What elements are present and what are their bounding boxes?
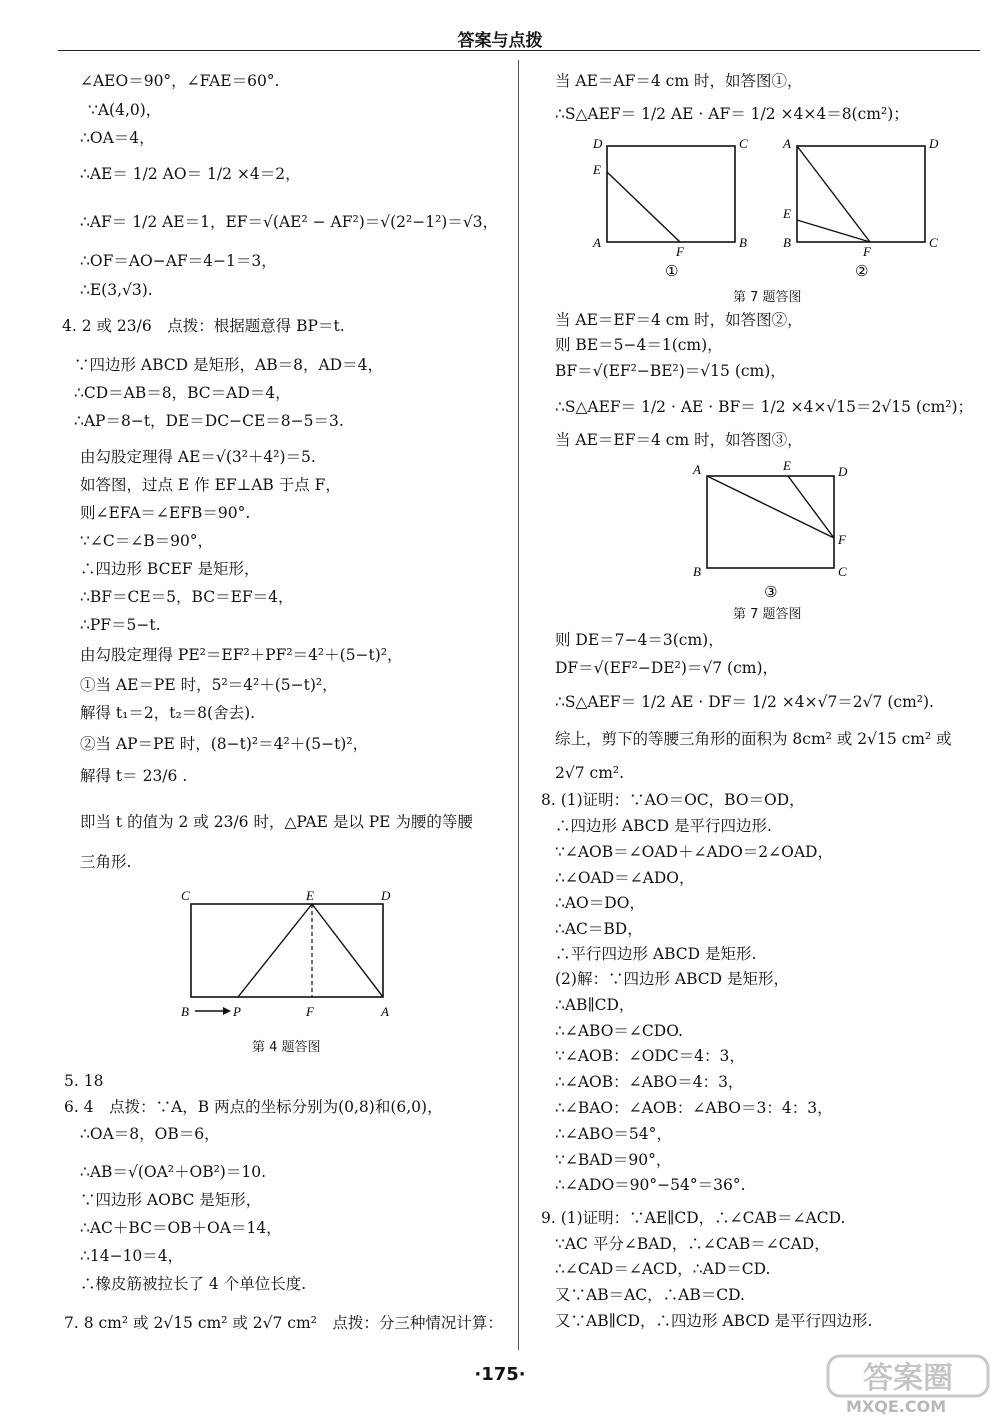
figure-7-diagram-3 [685, 456, 860, 601]
right-text-line-5: BF＝√(EF²−BE²)＝√15 (cm)， [555, 362, 786, 380]
right-text-line-4: 则 BE＝5−4＝1(cm)， [555, 336, 723, 354]
right-text-line-29: 9. (1)证明：∵AE∥CD，∴∠CAB＝∠ACD. [541, 1209, 846, 1227]
left-text-line-15: ∵∠C＝∠B＝90°， [80, 532, 214, 550]
right-text-line-33: 又∵AB∥CD，∴四边形 ABCD 是平行四边形. [555, 1312, 873, 1330]
left-text-line-10: ∴CD＝AB＝8，BC＝AD＝4， [74, 384, 291, 402]
right-text-line-21: ∴AB∥CD， [555, 996, 635, 1014]
fig7b-label-F: F [863, 244, 871, 259]
figure-4-rectangle [175, 884, 405, 1022]
fig7c-label-A: A [693, 462, 701, 477]
left-text-line-25: 三角形. [80, 853, 132, 871]
right-text-line-8: 则 DE＝7−4＝3(cm)， [555, 631, 724, 649]
left-text-line-17: ∴BF＝CE＝5，BC＝EF＝4， [80, 588, 294, 606]
right-text-line-24: ∴∠AOB：∠ABO＝4：3， [555, 1073, 744, 1091]
left-text-line-33: ∴橡皮筋被拉长了 4 个单位长度. [80, 1275, 307, 1293]
right-text-line-2: ∴S△AEF＝ 1/2 AE · AF＝ 1/2 ×4×4＝8(cm²)； [555, 105, 909, 123]
left-text-line-21: 解得 t₁＝2，t₂＝8(舍去). [80, 704, 256, 722]
fig4-label-A: A [381, 1004, 389, 1019]
left-text-line-27: 6. 4 点拨：∵A，B 两点的坐标分别为(0,8)和(6,0)， [64, 1098, 443, 1116]
figure-7-caption-2: 第 7 题答图 [733, 607, 802, 622]
right-text-line-1: 当 AE＝AF＝4 cm 时，如答图①， [555, 72, 803, 90]
header-rule [58, 50, 980, 51]
left-text-line-6: ∴OF＝AO−AF＝4−1＝3， [80, 252, 277, 270]
fig7b-label-B: B [783, 235, 791, 250]
fig4-label-F: F [306, 1004, 314, 1019]
right-text-line-3: 当 AE＝EF＝4 cm 时，如答图②， [555, 311, 803, 329]
fig7a-label-B: B [739, 235, 747, 250]
right-text-line-12: 2√7 cm². [555, 764, 625, 782]
fig4-label-E: E [306, 888, 314, 903]
left-text-line-16: ∴四边形 BCEF 是矩形， [80, 560, 260, 578]
fig4-label-P: P [233, 1004, 241, 1019]
left-text-line-34: 7. 8 cm² 或 2√15 cm² 或 2√7 cm² 点拨：分三种情况计算： [64, 1314, 503, 1332]
left-text-line-1: ∠AEO＝90°，∠FAE＝60°. [80, 72, 280, 90]
column-divider [518, 60, 519, 1350]
left-text-line-7: ∴E(3,√3). [80, 281, 153, 299]
figure-7-caption-1: 第 7 题答图 [733, 290, 802, 305]
page-header-title: 答案与点拨 [457, 31, 543, 51]
fig7c-number: ③ [764, 583, 778, 601]
right-text-line-6: ∴S△AEF＝ 1/2 · AE · BF＝ 1/2 ×4×√15＝2√15 (cm²)； [555, 398, 974, 416]
fig7a-label-D: D [593, 136, 603, 151]
left-text-line-14: 则∠EFA＝∠EFB＝90°. [80, 504, 251, 522]
left-text-line-26: 5. 18 [64, 1072, 104, 1090]
left-text-line-19: 由勾股定理得 PE²＝EF²＋PF²＝4²＋(5−t)²， [80, 646, 403, 664]
fig7c-label-F: F [838, 532, 846, 547]
right-text-line-16: ∴∠OAD＝∠ADO， [555, 869, 695, 887]
left-text-line-11: ∴AP＝8−t，DE＝DC−CE＝8−5＝3. [74, 412, 344, 430]
right-text-line-31: ∴∠CAD＝∠ACD，∴AD＝CD. [555, 1260, 771, 1278]
left-text-line-5: ∴AF＝ 1/2 AE＝1，EF＝√(AE² − AF²)＝√(2²−1²)＝√3， [80, 213, 499, 231]
left-text-line-32: ∴14−10＝4， [80, 1247, 184, 1265]
left-text-line-22: ②当 AP＝PE 时，(8−t)²＝4²＋(5−t)²， [80, 735, 369, 753]
watermark-text: 答案圈 [863, 1361, 953, 1396]
right-text-line-23: ∵∠AOB：∠ODC＝4：3， [555, 1047, 745, 1065]
left-text-line-12: 由勾股定理得 AE＝√(3²＋4²)＝5. [80, 448, 316, 466]
fig7a-number: ① [665, 262, 679, 280]
fig4-label-D: D [381, 888, 391, 903]
left-text-line-28: ∴OA＝8，OB＝6， [80, 1125, 220, 1143]
fig7b-label-D: D [929, 136, 939, 151]
right-text-line-10: ∴S△AEF＝ 1/2 AE · DF＝ 1/2 ×4×√7＝2√7 (cm²). [555, 693, 934, 711]
left-text-line-4: ∴AE＝ 1/2 AO＝ 1/2 ×4＝2， [80, 165, 301, 183]
fig4-label-C: C [181, 888, 190, 903]
right-text-line-15: ∵∠AOB＝∠OAD＋∠ADO＝2∠OAD， [555, 843, 833, 861]
left-text-line-9: ∵四边形 ABCD 是矩形，AB＝8，AD＝4， [74, 356, 383, 374]
fig7a-label-E: E [593, 162, 601, 177]
fig7c-label-B: B [693, 564, 701, 579]
right-text-line-22: ∴∠ABO＝∠CDO. [555, 1022, 683, 1040]
fig7b-label-C: C [929, 235, 938, 250]
right-text-line-19: ∴平行四边形 ABCD 是矩形. [555, 945, 757, 963]
figure-4-caption: 第 4 题答图 [252, 1040, 321, 1055]
left-text-line-18: ∴PF＝5−t. [80, 616, 161, 634]
right-text-line-30: ∵AC 平分∠BAD，∴∠CAB＝∠CAD， [555, 1235, 830, 1253]
fig7b-label-A: A [783, 136, 791, 151]
watermark-logo [826, 1352, 990, 1400]
left-text-line-31: ∴AC＋BC＝OB＋OA＝14， [80, 1219, 282, 1237]
left-text-line-30: ∵四边形 AOBC 是矩形， [80, 1191, 262, 1209]
left-text-line-3: ∴OA＝4， [80, 129, 155, 147]
right-text-line-13: 8. (1)证明：∵AO＝OC，BO＝OD， [541, 791, 805, 809]
left-text-line-8: 4. 2 或 23/6 点拨：根据题意得 BP＝t. [62, 317, 345, 335]
right-text-line-7: 当 AE＝EF＝4 cm 时，如答图③， [555, 431, 803, 449]
right-text-line-9: DF＝√(EF²−DE²)＝√7 (cm)， [555, 659, 779, 677]
right-text-line-20: (2)解：∵四边形 ABCD 是矩形， [555, 970, 789, 988]
left-text-line-29: ∴AB＝√(OA²＋OB²)＝10. [80, 1163, 266, 1181]
right-text-line-25: ∴∠BAO：∠AOB：∠ABO＝3：4：3， [555, 1099, 833, 1117]
figure-7-diagram-2 [775, 132, 950, 282]
right-text-line-14: ∴四边形 ABCD 是平行四边形. [555, 817, 772, 835]
right-text-line-28: ∴∠ADO＝90°−54°＝36°. [555, 1176, 746, 1194]
fig7a-label-C: C [739, 136, 748, 151]
fig7c-label-D: D [838, 464, 848, 479]
fig7b-label-E: E [783, 206, 791, 221]
right-text-line-17: ∴AO＝DO， [555, 894, 645, 912]
right-text-line-11: 综上，剪下的等腰三角形的面积为 8cm² 或 2√15 cm² 或 [555, 730, 952, 748]
left-text-line-20: ①当 AE＝PE 时，5²＝4²＋(5−t)²， [80, 676, 338, 694]
fig7c-label-C: C [838, 564, 847, 579]
watermark-url: MXQE.COM [846, 1397, 947, 1416]
right-text-line-32: 又∵AB＝AC，∴AB＝CD. [555, 1286, 745, 1304]
figure-7-diagram-1 [585, 132, 760, 282]
fig4-label-B: B [181, 1004, 189, 1019]
left-text-line-13: 如答图，过点 E 作 EF⊥AB 于点 F， [80, 476, 341, 494]
right-text-line-27: ∵∠BAD＝90°， [555, 1151, 672, 1169]
left-text-line-2: ∵A(4,0)， [88, 101, 162, 119]
left-text-line-23: 解得 t＝ 23/6 . [80, 767, 188, 785]
fig7b-number: ② [855, 262, 869, 280]
page-number: ·175· [474, 1364, 526, 1385]
fig7a-label-A: A [593, 235, 601, 250]
fig7c-label-E: E [783, 458, 791, 473]
right-text-line-18: ∴AC＝BD， [555, 920, 643, 938]
left-text-line-24: 即当 t 的值为 2 或 23/6 时，△PAE 是以 PE 为腰的等腰 [80, 813, 473, 831]
fig7a-label-F: F [676, 244, 684, 259]
right-text-line-26: ∴∠ABO＝54°， [555, 1125, 672, 1143]
